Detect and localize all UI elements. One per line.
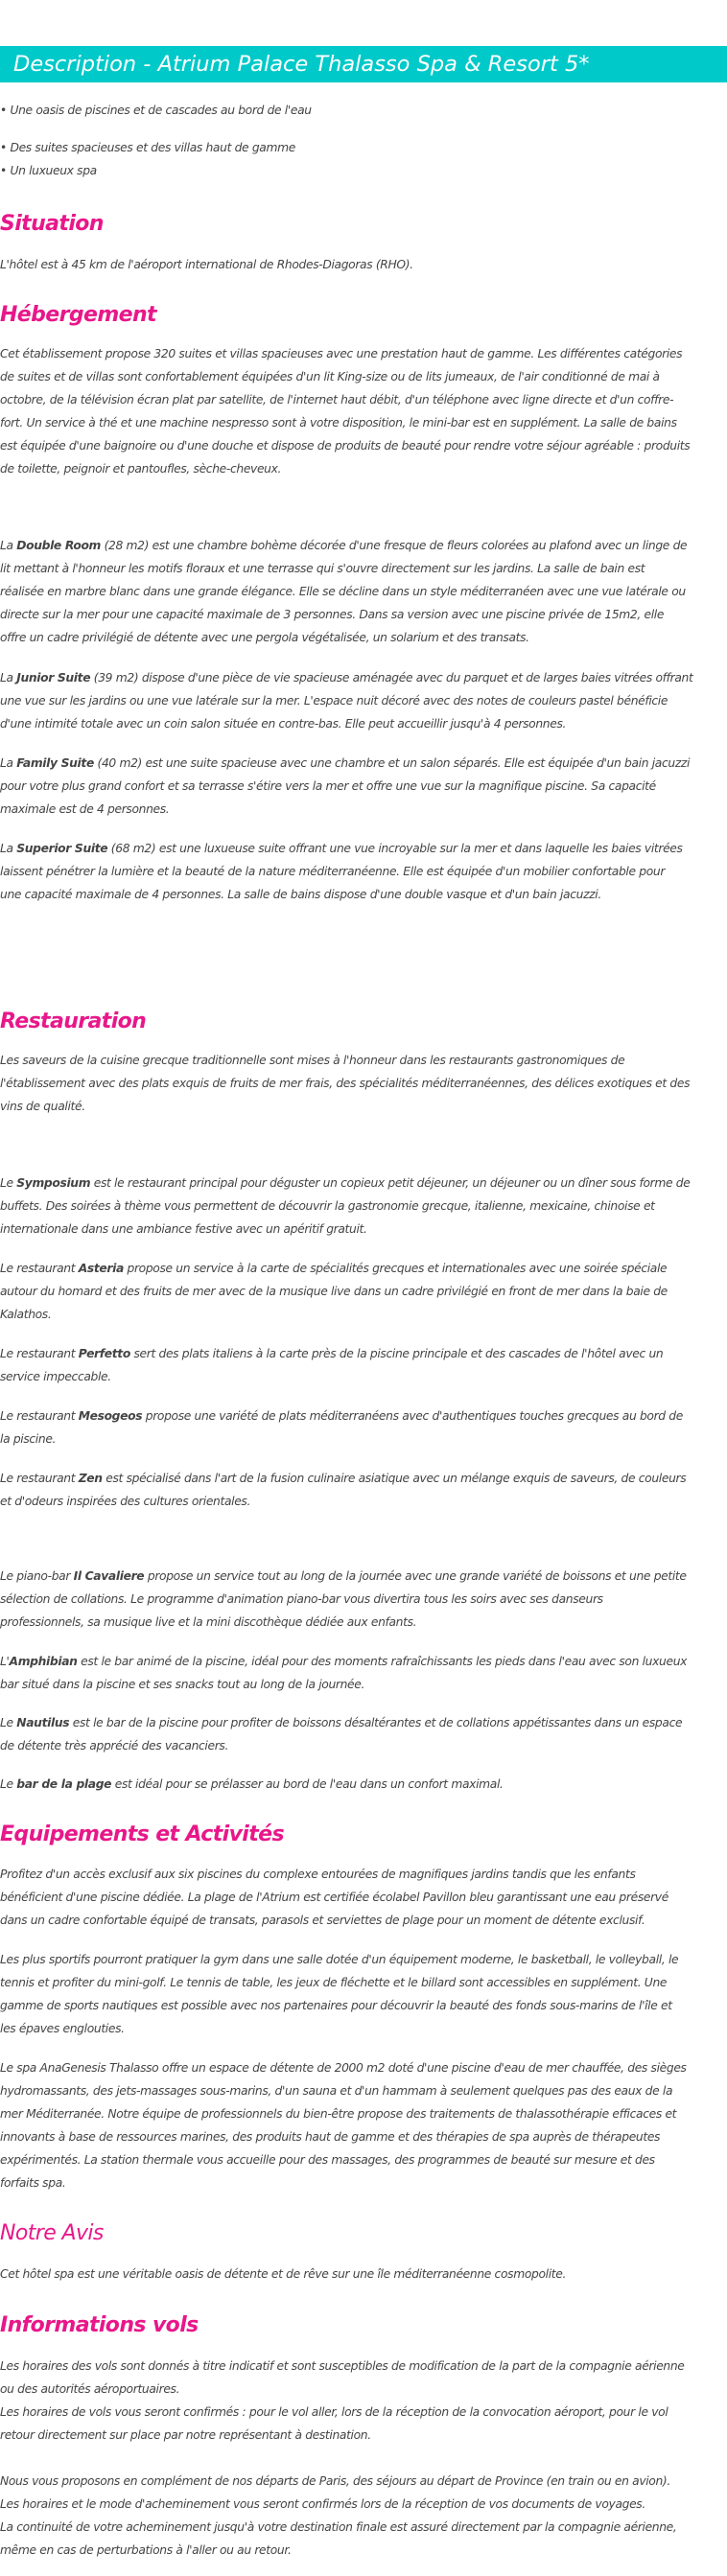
paragraph-line: Les saveurs de la cuisine grecque traditionnelle sont mises à l'honneur dans les restaurants gastronomiques de xyxy=(0,1053,625,1067)
paragraph-line: Le restaurant Mesogeos propose une variété de plats méditerranéens avec d'authentiques touches grecques au bord de xyxy=(0,1408,683,1423)
paragraph-line: mer Méditerranée. Notre équipe de professionnels du bien-être propose des traitements de thalassothérapie efficaces et xyxy=(0,2106,677,2121)
paragraph-line: directe sur la mer pour une capacité maximale de 3 personnes. Dans sa version avec une piscine privée de 15m2, elle xyxy=(0,607,665,621)
paragraph-line: Le Symposium est le restaurant principal pour déguster un copieux petit déjeuner, un déjeuner ou un dîner sous forme de xyxy=(0,1175,691,1190)
paragraph-line: une vue sur les jardins ou une vue latérale sur la mer. L'espace nuit décoré avec des notes de couleurs pastel bénéficie xyxy=(0,693,668,708)
paragraph-line: hydromassants, des jets-massages sous-marins, d'un sauna et d'un hammam à seulement quelques pas des eaux de la xyxy=(0,2083,673,2098)
paragraph-line: Les horaires des vols sont donnés à titre indicatif et sont susceptibles de modification de la part de la compagnie aérienne xyxy=(0,2358,685,2373)
paragraph-line: Les plus sportifs pourront pratiquer la gym dans une salle dotée d'un équipement moderne, le basketball, le volleyball, le xyxy=(0,1952,679,1966)
paragraph-line: Le Nautilus est le bar de la piscine pour profiter de boissons désaltérantes et de collations appétissantes dans un espace xyxy=(0,1715,683,1729)
paragraph-line: est équipée d'une baignoire ou d'une douche et dispose de produits de beauté pour rendre votre séjour agréable : produits xyxy=(0,438,691,453)
paragraph-line: Les horaires de vols vous seront confirmés : pour le vol aller, lors de la réception de la convocation aéroport, pour le vol xyxy=(0,2404,668,2419)
paragraph-line: service impeccable. xyxy=(0,1369,111,1383)
notre-avis-text: Cet hôtel spa est une véritable oasis de détente et de rêve sur une île méditerranéenne cosmopolite. xyxy=(0,2266,567,2281)
paragraph-line: L'Amphibian est le bar animé de la piscine, idéal pour des moments rafraîchissants les pieds dans l'eau avec son luxueux xyxy=(0,1654,688,1668)
paragraph-line: dans un cadre confortable équipé de transats, parasols et serviettes de plage pour un moment de détente exclusif. xyxy=(0,1913,645,1927)
paragraph-line: octobre, de la télévision écran plat par satellite, de l'internet haut débit, d'un téléphone avec ligne directe et d'un coffre- xyxy=(0,392,674,406)
paragraph-line: Le bar de la plage est idéal pour se prélasser au bord de l'eau dans un confort maximal. xyxy=(0,1776,504,1791)
room-name: Family Suite xyxy=(16,755,94,770)
paragraph-line: La Double Room (28 m2) est une chambre bohème décorée d'une fresque de fleurs colorées au plafond avec un linge de xyxy=(0,538,688,552)
paragraph-line: Les horaires et le mode d'acheminement vous seront confirmés lors de la réception de vos documents de voyages. xyxy=(0,2496,645,2511)
paragraph-line: buffets. Des soirées à thème vous permettent de découvrir la gastronomie grecque, italienne, mexicaine, chinoise et xyxy=(0,1198,655,1213)
room-name: Junior Suite xyxy=(16,670,91,685)
venue-name: Amphibian xyxy=(9,1654,78,1668)
page-title: Description - Atrium Palace Thalasso Spa & Resort 5* xyxy=(13,52,590,77)
paragraph-line: réalisée en marbre blanc dans une grande élégance. Elle se décline dans un style méditerranéen avec une vue latérale ou xyxy=(0,584,686,598)
paragraph-line: bar situé dans la piscine et ses snacks tout au long de la journée. xyxy=(0,1677,365,1691)
paragraph-line: Le spa AnaGenesis Thalasso offre un espace de détente de 2000 m2 doté d'une piscine d'eau de mer chauffée, des sièges xyxy=(0,2060,687,2075)
paragraph-line: Le piano-bar Il Cavaliere propose un service tout au long de la journée avec une grande variété de boissons et une petite xyxy=(0,1568,687,1583)
paragraph-line: tennis et profiter du mini-golf. Le tennis de table, les jeux de fléchette et le billard sont accessibles en supplément. Une xyxy=(0,1975,668,1989)
paragraph-line: internationale dans une ambiance festive avec un apéritif gratuit. xyxy=(0,1221,367,1236)
paragraph-line: Profitez d'un accès exclusif aux six piscines du complexe entourées de magnifiques jardins tandis que les enfants xyxy=(0,1867,636,1881)
paragraph-line: de suites et de villas sont confortablement équipées d'un lit King-size ou de lits jumeaux, de l'air conditionné de mai à xyxy=(0,369,660,383)
paragraph-line: fort. Un service à thé et une machine nespresso sont à votre disposition, le mini-bar est en supplément. La salle de bains xyxy=(0,415,677,429)
paragraph-line: expérimentés. La station thermale vous accueille pour des massages, des programmes de beauté sur mesure et des xyxy=(0,2152,655,2167)
paragraph-line: Kalathos. xyxy=(0,1307,52,1321)
venue-name: Symposium xyxy=(16,1175,91,1190)
highlight-item: • Une oasis de piscines et de cascades au bord de l'eau xyxy=(0,103,312,117)
paragraph-line: Le restaurant Zen est spécialisé dans l'art de la fusion culinaire asiatique avec un mélange exquis de saveurs, de couleurs xyxy=(0,1471,687,1485)
paragraph-line: les épaves englouties. xyxy=(0,2021,125,2035)
paragraph-line: bénéficient d'une piscine dédiée. La plage de l'Atrium est certifiée écolabel Pavillon bleu garantissant une eau préservé xyxy=(0,1890,668,1904)
heading-equipements: Equipements et Activités xyxy=(0,1822,284,1846)
paragraph-line: maximale est de 4 personnes. xyxy=(0,801,170,816)
paragraph-line: Nous vous proposons en complément de nos départs de Paris, des séjours au départ de Province (en train ou en avion). xyxy=(0,2473,670,2488)
paragraph-line: La Family Suite (40 m2) est une suite spacieuse avec une chambre et un salon séparés. Elle est équipée d'un bain jacuzzi xyxy=(0,755,691,770)
paragraph-line: et d'odeurs inspirées des cultures orientales. xyxy=(0,1494,251,1508)
paragraph-line: de toilette, peignoir et pantoufles, sèche-cheveux. xyxy=(0,461,282,476)
paragraph-line: gamme de sports nautiques est possible avec nos partenaires pour découvrir la beauté des fonds sous-marins de l'île et xyxy=(0,1998,672,2012)
paragraph-line: pour votre plus grand confort et sa terrasse s'étire vers la mer et offre une vue sur la magnifique piscine. Sa capacité xyxy=(0,778,656,793)
paragraph-line: retour directement sur place par notre représentant à destination. xyxy=(0,2427,371,2442)
paragraph-line: laissent pénétrer la lumière et la beauté de la nature méditerranéenne. Elle est équipée d'un mobilier confortable pour xyxy=(0,864,666,878)
heading-situation: Situation xyxy=(0,212,104,236)
paragraph-line: même en cas de perturbations à l'aller ou au retour. xyxy=(0,2542,292,2557)
paragraph-line: Le restaurant Perfetto sert des plats italiens à la carte près de la piscine principale et des cascades de l'hôtel avec un xyxy=(0,1346,664,1360)
paragraph-line: de détente très apprécié des vacanciers. xyxy=(0,1738,229,1752)
paragraph-line: Le restaurant Asteria propose un service à la carte de spécialités grecques et internationales avec une soirée spéciale xyxy=(0,1261,668,1275)
paragraph-line: sélection de collations. Le programme d'animation piano-bar vous divertira tous les soirs avec ses danseurs xyxy=(0,1591,603,1606)
paragraph-line: lit mettant à l'honneur les motifs floraux et une terrasse qui s'ouvre directement sur les jardins. La salle de bain est xyxy=(0,561,645,575)
venue-name: bar de la plage xyxy=(16,1776,112,1791)
paragraph-line: La Superior Suite (68 m2) est une luxueuse suite offrant une vue incroyable sur la mer et dans laquelle les baies vitrées xyxy=(0,841,683,855)
heading-hebergement: Hébergement xyxy=(0,303,156,327)
situation-text: L'hôtel est à 45 km de l'aéroport international de Rhodes-Diagoras (RHO). xyxy=(0,257,413,271)
paragraph-line: Cet établissement propose 320 suites et villas spacieuses avec une prestation haut de gamme. Les différentes catégories xyxy=(0,346,683,360)
venue-name: Zen xyxy=(78,1471,103,1485)
venue-name: Mesogeos xyxy=(78,1408,143,1423)
highlight-item: • Des suites spacieuses et des villas haut de gamme xyxy=(0,140,295,154)
paragraph-line: ou des autorités aéroportuaires. xyxy=(0,2381,180,2396)
venue-name: Perfetto xyxy=(78,1346,130,1360)
paragraph-line: vins de qualité. xyxy=(0,1099,85,1113)
venue-name: Asteria xyxy=(78,1261,124,1275)
venue-name: Nautilus xyxy=(16,1715,70,1729)
paragraph-line: offre un cadre privilégié de détente avec une pergola végétalisée, un solarium et des transats. xyxy=(0,630,529,644)
highlight-item: • Un luxueux spa xyxy=(0,163,97,177)
paragraph-line: autour du homard et des fruits de mer avec de la musique live dans un cadre privilégié en front de mer dans la baie de xyxy=(0,1284,668,1298)
room-name: Double Room xyxy=(16,538,102,552)
venue-name: Il Cavaliere xyxy=(73,1568,145,1583)
paragraph-line: La continuité de votre acheminement jusqu'à votre destination finale est assuré directement par la compagnie aérienne, xyxy=(0,2519,677,2534)
paragraph-line: d'une intimité totale avec un coin salon située en contre-bas. Elle peut accueillir jusqu'à 4 personnes. xyxy=(0,716,567,731)
heading-informations-vols: Informations vols xyxy=(0,2313,199,2337)
paragraph-line: une capacité maximale de 4 personnes. La salle de bains dispose d'une double vasque et d'un bain jacuzzi. xyxy=(0,887,601,901)
paragraph-line: innovants à base de ressources marines, des produits haut de gamme et des thérapies de spa auprès de thérapeutes xyxy=(0,2129,661,2144)
paragraph-line: l'établissement avec des plats exquis de fruits de mer frais, des spécialités méditerranéennes, des délices exotiques et des xyxy=(0,1076,691,1090)
paragraph-line: professionnels, sa musique live et la mini discothèque dédiée aux enfants. xyxy=(0,1614,417,1629)
paragraph-line: la piscine. xyxy=(0,1431,57,1446)
room-name: Superior Suite xyxy=(16,841,108,855)
paragraph-line: La Junior Suite (39 m2) dispose d'une pièce de vie spacieuse aménagée avec du parquet et de larges baies vitrées offrant xyxy=(0,670,693,685)
heading-restauration: Restauration xyxy=(0,1010,147,1033)
title-banner xyxy=(0,46,727,82)
paragraph-line: forfaits spa. xyxy=(0,2175,66,2190)
heading-notre-avis: Notre Avis xyxy=(0,2221,104,2245)
